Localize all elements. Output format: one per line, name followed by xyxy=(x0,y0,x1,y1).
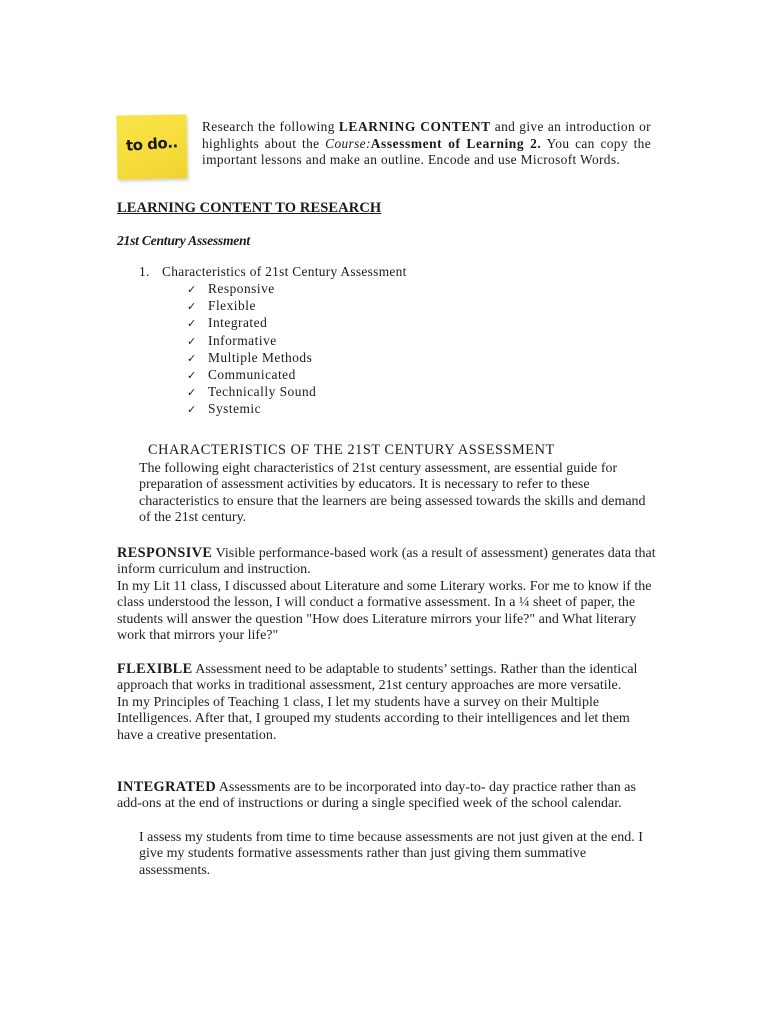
checkmark-icon: ✓ xyxy=(187,351,197,365)
intro-text: You can copy the important lessons and make an outline. Encode and use Microsoft Words. xyxy=(202,135,652,167)
checklist-item xyxy=(187,333,316,350)
flexible-section xyxy=(117,661,657,744)
checklist-item xyxy=(187,315,316,332)
integrated-section xyxy=(117,779,657,813)
checkmark-icon: ✓ xyxy=(187,283,197,296)
intro-italic-course: Course: xyxy=(325,135,371,151)
integrated-example: I assess my students from time to time because assessments are not just given at the end. I give my students formative assessments rather than just giving them summative assessments. xyxy=(139,830,643,878)
flexible-example: In my Principles of Teaching 1 class, I let my students have a survey on their Multiple Intelligences. After that, I grouped my students according to their intelligences and let them have a creative presentation. xyxy=(117,694,630,743)
subtitle: 21st Century Assessment xyxy=(117,233,250,248)
responsive-example: In my Lit 11 class, I discussed about Literature and some Literary works. For me to know if the class understood the lesson, I will conduct a formative assessment. In a ¼ sheet of paper, the students will answer the question "How does Literature mirrors your life?" and What literary work that mirrors your life?" xyxy=(117,578,652,644)
responsive-keyword: RESPONSIVE xyxy=(117,545,213,561)
intro-paragraph xyxy=(202,119,651,169)
checkmark-icon: ✓ xyxy=(187,334,197,348)
section-title: LEARNING CONTENT TO RESEARCH xyxy=(117,200,382,216)
intro-text: and give an introduction or highlights about the xyxy=(202,119,651,151)
integrated-keyword: INTEGRATED xyxy=(117,779,217,795)
checkmark-icon: ✓ xyxy=(187,300,197,314)
checklist-item-label: Flexible xyxy=(208,298,256,314)
checklist-item xyxy=(187,401,316,418)
checkmark-icon: ✓ xyxy=(187,317,197,331)
characteristics-checklist xyxy=(187,281,316,419)
list-item-label: Characteristics of 21st Century Assessment xyxy=(162,264,407,279)
checklist-item xyxy=(187,281,316,298)
responsive-definition: Visible performance-based work (as a result of assessment) generates data that inform curriculum and instruction. xyxy=(117,546,656,578)
checklist-item-label: Informative xyxy=(208,332,277,348)
checklist-item xyxy=(187,384,316,401)
flexible-keyword: FLEXIBLE xyxy=(117,661,193,677)
intro-bold-learning-content: LEARNING CONTENT xyxy=(338,119,491,134)
checklist-item-label: Technically Sound xyxy=(208,384,317,400)
responsive-section xyxy=(117,545,657,644)
flexible-definition: Assessment need to be adaptable to students’ settings. Rather than the identical approach that works in traditional assessment, 21st century approaches are more versatile. xyxy=(117,662,638,694)
checklist-item-label: Multiple Methods xyxy=(208,349,313,365)
checklist-item-label: Communicated xyxy=(208,367,296,383)
list-number: 1. xyxy=(139,264,150,279)
characteristics-intro: The following eight characteristics of 21st century assessment, are essential guide for preparation of assessment activities by educators. It is necessary to refer to these characteristics to ensure that the learners are being assessed towards the skills and demand of the 21st century. xyxy=(139,461,646,526)
checklist-item xyxy=(187,298,316,315)
integrated-definition: Assessments are to be incorporated into day-to- day practice rather than as add-ons at the end of instructions or during a single specified week of the school calendar. xyxy=(117,780,636,812)
checklist-item xyxy=(187,350,316,367)
todo-sticky-note xyxy=(116,114,187,179)
intro-bold-course-name: Assessment of Learning 2. xyxy=(370,135,542,151)
checkmark-icon: ✓ xyxy=(187,386,197,400)
checklist-item-label: Systemic xyxy=(208,401,262,417)
checklist-item xyxy=(187,367,316,384)
sticky-note-label: to do.. xyxy=(125,133,179,155)
checklist-item-label: Responsive xyxy=(208,281,275,296)
checklist-item-label: Integrated xyxy=(208,315,268,331)
characteristics-heading: CHARACTERISTICS OF THE 21ST CENTURY ASSESSMENT xyxy=(148,442,555,458)
intro-text: Research the following xyxy=(202,119,339,134)
checkmark-icon: ✓ xyxy=(187,403,197,417)
checkmark-icon: ✓ xyxy=(187,369,197,383)
numbered-list-item xyxy=(139,264,407,280)
